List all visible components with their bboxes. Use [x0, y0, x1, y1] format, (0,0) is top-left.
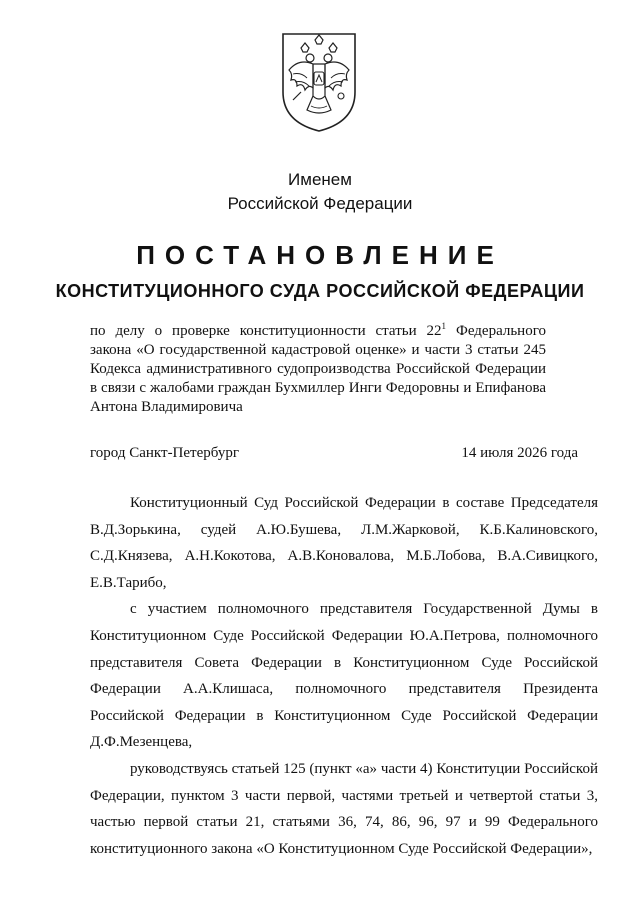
case-subject-part-1: по делу о проверке конституционности статьи 22 — [90, 323, 442, 339]
by-name-line-2: Российской Федерации — [227, 194, 413, 213]
case-subject — [90, 322, 546, 417]
city: город Санкт-Петербург — [90, 445, 239, 461]
article-superscript: 1 — [441, 321, 447, 331]
paragraph-legal-basis: руководствуясь статьей 125 (пункт «а» части 4) Конституции Российской Федерации, пунктом 3 части первой, частями третьей и четвертой статьи 3, частью первой статьи 21, статьями 36, 74, 86, 96, 97 и 99 Федерального конституционного закона «О Конституционном Суде Российской Федерации», — [90, 760, 598, 857]
coat-of-arms-emblem — [277, 30, 361, 134]
paragraph-court-composition: Конституционный Суд Российской Федерации в составе Председателя В.Д.Зорькина, судей А.Ю.Бушева, Л.М.Жарковой, К.Б.Калиновского, С.Д.Князева, А.Н.Кокотова, А.В.Коновалова, М.Б.Лобова, В.А.Сивицкого, Е.В.Тарибо, — [90, 495, 598, 591]
document-type-title: ПОСТАНОВЛЕНИЕ — [136, 240, 504, 270]
body-text — [90, 490, 598, 862]
paragraph-participants: с участием полномочного представителя Государственной Думы в Конституционном Суде Российской Федерации Ю.А.Петрова, полномочного представителя Совета Федерации в Конституционном Суде Российской Федерации А.А.Клишаса, полномочного представителя Президента Российской Федерации в Конституционном Суде Российской Федерации Д.Ф.Мезенцева, — [90, 601, 598, 751]
case-subject-part-2: Федерального закона «О государственной кадастровой оценке» и части 3 статьи 245 Кодекса административного судопроизводства Российской Федерации в связи с жалобами граждан Бухмиллер Инги Федоровны и Епифанова Антона Владимировича — [90, 323, 546, 415]
decision-date: 14 июля 2026 года — [461, 445, 578, 461]
by-name-line-1: Именем — [288, 170, 352, 189]
issuer-title: КОНСТИТУЦИОННОГО СУДА РОССИЙСКОЙ ФЕДЕРАЦИИ — [55, 281, 585, 301]
